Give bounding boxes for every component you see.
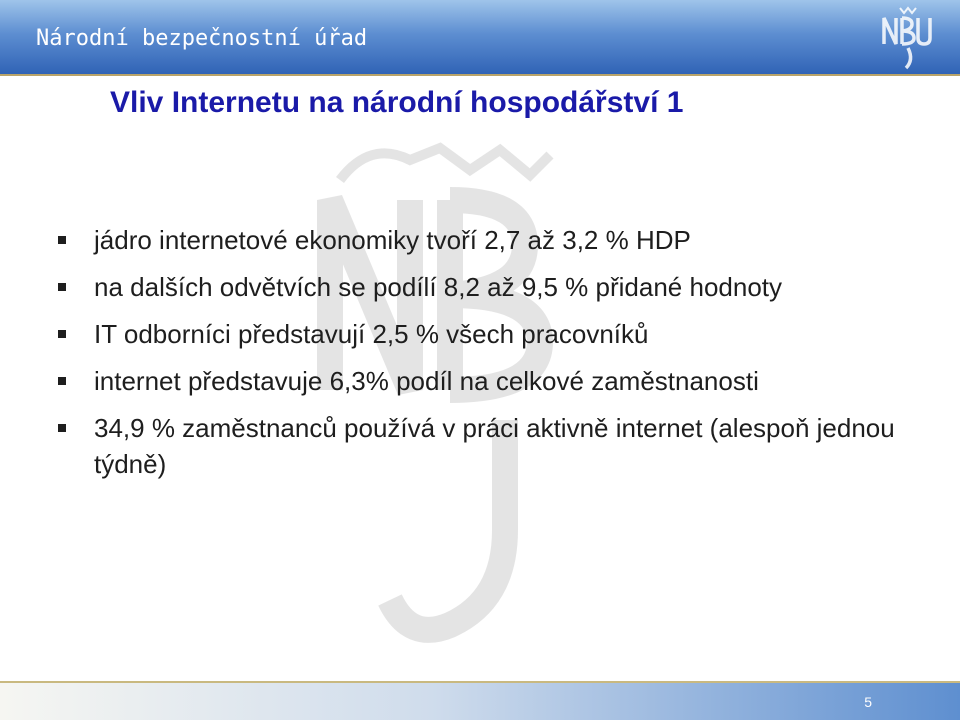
organization-name: Národní bezpečnostní úřad	[36, 26, 368, 51]
bullet-text: 34,9 % zaměstnanců používá v práci aktivně internet (alespoň jednou týdně)	[94, 413, 895, 479]
nbu-logo-icon	[878, 4, 934, 72]
bullet-icon	[58, 283, 66, 291]
bullet-icon	[58, 330, 66, 338]
slide-title: Vliv Internetu na národní hospodářství 1	[110, 86, 684, 119]
list-item	[58, 316, 918, 352]
bullet-icon	[58, 424, 66, 432]
bullet-text: IT odborníci představují 2,5 % všech pracovníků	[94, 319, 649, 349]
list-item	[58, 269, 918, 305]
bullet-icon	[58, 377, 66, 385]
bullet-text: internet představuje 6,3% podíl na celkové zaměstnanosti	[94, 366, 759, 396]
header-divider	[0, 74, 960, 76]
list-item	[58, 363, 918, 399]
footer-bar	[0, 683, 960, 720]
list-item	[58, 222, 918, 258]
bullet-icon	[58, 236, 66, 244]
list-item	[58, 410, 918, 482]
page-number: 5	[864, 694, 872, 710]
bullet-text: na dalších odvětvích se podílí 8,2 až 9,5 % přidané hodnoty	[94, 272, 783, 302]
bullet-list	[58, 222, 918, 493]
bullet-text: jádro internetové ekonomiky tvoří 2,7 až 3,2 % HDP	[94, 225, 691, 255]
